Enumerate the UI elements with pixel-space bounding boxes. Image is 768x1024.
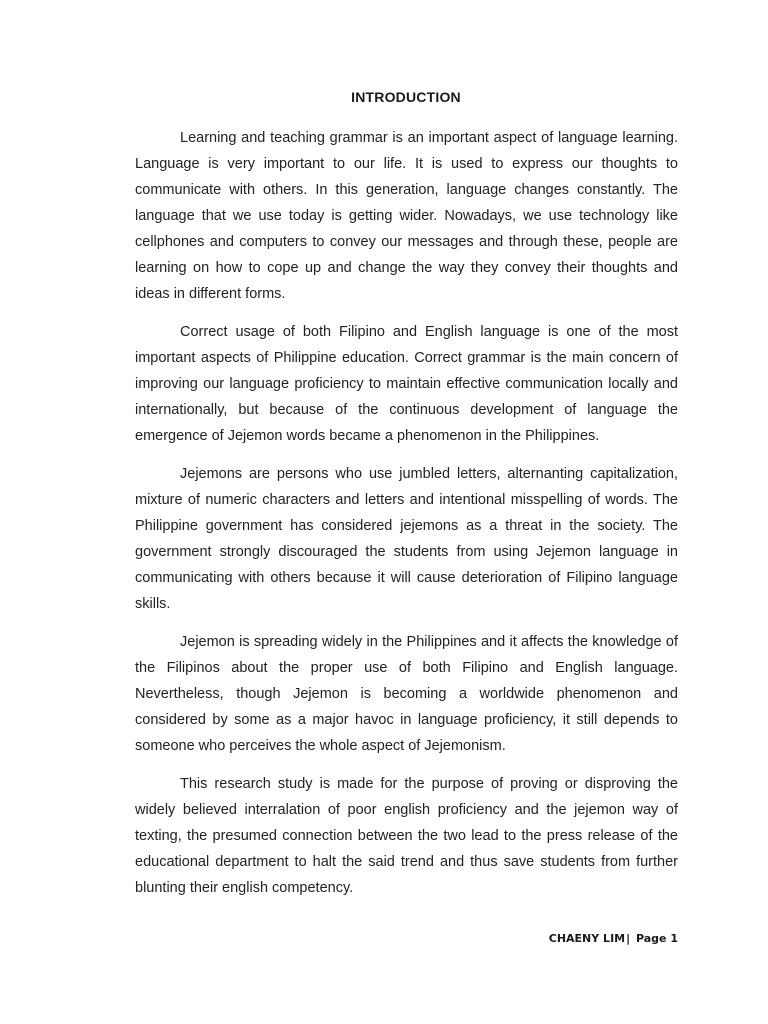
footer-separator: | xyxy=(626,932,631,945)
page-footer xyxy=(549,932,678,945)
footer-page-number: Page 1 xyxy=(635,932,678,945)
paragraph-3: Jejemons are persons who use jumbled letters, alternanting capitalization, mixture of numeric characters and letters and intentional misspelling of words. The Philippine government has considered jejemons as a threat in the society. The government strongly discouraged the students from using Jejemon language in communicating with others because it will cause deterioration of Filipino language skills. xyxy=(135,466,678,612)
footer-author: CHAENY LIM xyxy=(548,932,626,945)
document-body xyxy=(135,125,678,913)
paragraph-4: Jejemon is spreading widely in the Philippines and it affects the knowledge of the Filipinos about the proper use of both Filipino and English language. Nevertheless, though Jejemon is becoming a worldwide phenomenon and considered by some as a major havoc in language proficiency, it still depends to someone who perceives the whole aspect of Jejemonism. xyxy=(135,634,678,754)
paragraph-5: This research study is made for the purpose of proving or disproving the widely believed interralation of poor english proficiency and the jejemon way of texting, the presumed connection between the two lead to the press release of the educational department to halt the said trend and thus save students from further blunting their english competency. xyxy=(135,776,678,896)
paragraph-2: Correct usage of both Filipino and English language is one of the most important aspects of Philippine education. Correct grammar is the main concern of improving our language proficiency to maintain effective communication locally and internationally, but because of the continuous development of language the emergence of Jejemon words became a phenomenon in the Philippines. xyxy=(135,324,678,444)
paragraph-1: Learning and teaching grammar is an important aspect of language learning. Language is very important to our life. It is used to express our thoughts to communicate with others. In this generation, language changes constantly. The language that we use today is getting wider. Nowadays, we use technology like cellphones and computers to convey our messages and through these, people are learning on how to cope up and change the way they convey their thoughts and ideas in different forms. xyxy=(135,130,678,302)
document-heading: INTRODUCTION xyxy=(351,89,461,105)
